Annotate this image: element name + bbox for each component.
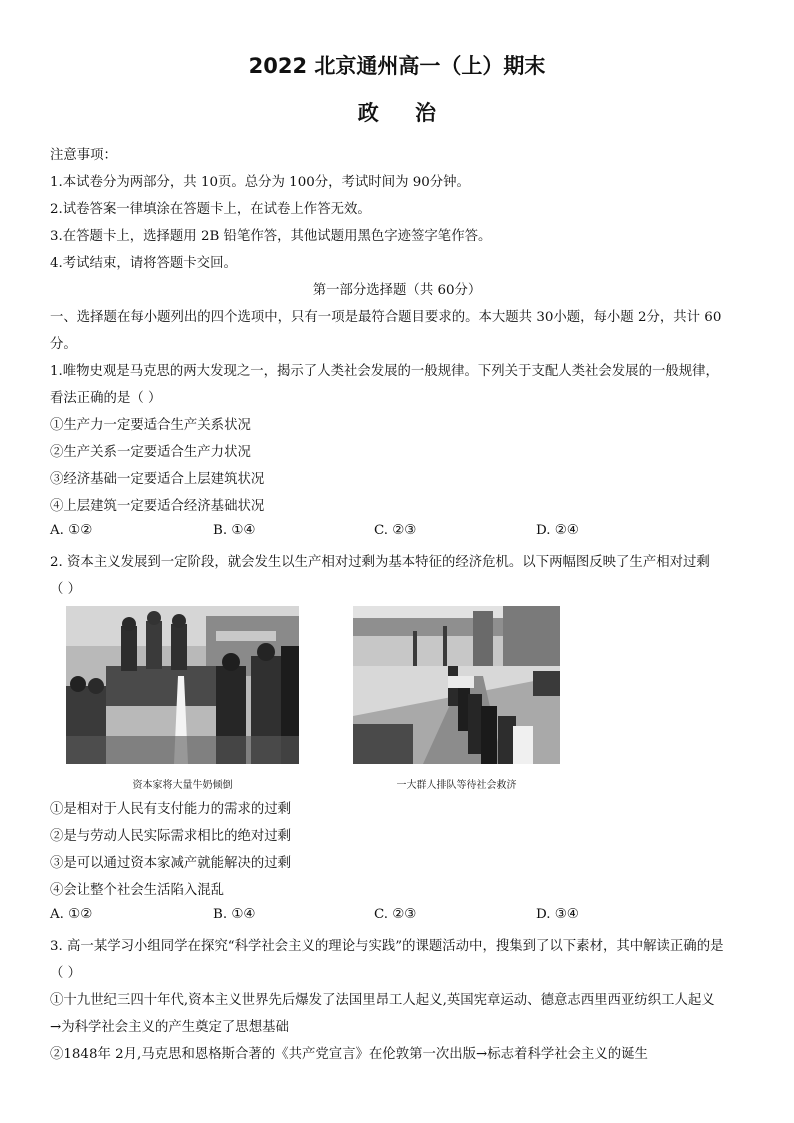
q3-stem-cont: （ ） (50, 966, 82, 981)
q1-option-a[interactable]: A. ①② (50, 523, 93, 538)
q2-option-a[interactable]: A. ①② (50, 907, 93, 922)
note-item: 2.试卷答案一律填涂在答题卡上，在试卷上作答无效。 (50, 202, 371, 217)
q1-statement: ①生产力一定要适合生产关系状况 (50, 418, 251, 433)
q1-statement: ④上层建筑一定要适合经济基础状况 (50, 499, 265, 514)
exam-title: 2022 北京通州高一（上）期末 (248, 54, 546, 78)
note-item: 3.在答题卡上，选择题用 2B 铅笔作答，其他试题用黑色字迹签字笔作答。 (50, 229, 492, 244)
q1-stem-cont: 看法正确的是（ ） (50, 391, 162, 406)
q3-statement: ②1848年 2月,马克思和恩格斯合著的《共产党宣言》在伦敦第一次出版→标志着科学社会主义的诞生 (50, 1047, 648, 1062)
subject-char-1: 政 (357, 101, 379, 125)
q1-option-c[interactable]: C. ②③ (374, 523, 417, 538)
q2-statement: ①是相对于人民有支付能力的需求的过剩 (50, 802, 292, 817)
notes-heading: 注意事项： (50, 148, 117, 163)
milk-dumping-photo (66, 606, 299, 764)
q2-stem-cont: （ ） (50, 582, 82, 597)
q2-option-d[interactable]: D. ③④ (536, 907, 579, 922)
q2-statement: ④会让整个社会生活陷入混乱 (50, 883, 225, 898)
q1-option-d[interactable]: D. ②④ (536, 523, 579, 538)
q2-statement: ②是与劳动人民实际需求相比的绝对过剩 (50, 829, 292, 844)
q1-statement: ③经济基础一定要适合上层建筑状况 (50, 472, 265, 487)
q2-option-b[interactable]: B. ①④ (213, 907, 256, 922)
part1-title: 第一部分选择题（共 60分） (312, 283, 482, 298)
note-item: 4.考试结束，请将答题卡交回。 (50, 256, 237, 271)
subject-char-2: 治 (415, 101, 437, 125)
q1-statement: ②生产关系一定要适合生产力状况 (50, 445, 251, 460)
q1-stem: 1.唯物史观是马克思的两大发现之一，揭示了人类社会发展的一般规律。下列关于支配人类社会发展的一般规律， (50, 364, 719, 379)
subject-title (0, 97, 794, 127)
q3-statement: ①十九世纪三四十年代,资本主义世界先后爆发了法国里昂工人起义,英国宪章运动、德意志西里西亚纺织工人起义 (50, 993, 715, 1008)
part1-instructions-cont: 分。 (50, 337, 77, 352)
figure-caption-1: 资本家将大量牛奶倾倒 (132, 780, 233, 791)
q3-stem: 3. 高一某学习小组同学在探究“科学社会主义的理论与实践”的课题活动中，搜集到了以下素材，其中解读正确的是 (50, 939, 724, 954)
q2-option-c[interactable]: C. ②③ (374, 907, 417, 922)
figure-caption-2: 一大群人排队等待社会救济 (396, 780, 517, 791)
q3-statement-cont: →为科学社会主义的产生奠定了思想基础 (50, 1020, 289, 1035)
part1-instructions: 一、选择题在每小题列出的四个选项中，只有一项是最符合题目要求的。本大题共 30小题，每小题 2分，共计 60 (50, 310, 722, 325)
relief-queue-photo (353, 606, 560, 764)
q1-option-b[interactable]: B. ①④ (213, 523, 256, 538)
note-item: 1.本试卷分为两部分，共 10页。总分为 100分，考试时间为 90分钟。 (50, 175, 470, 190)
q2-stem: 2. 资本主义发展到一定阶段，就会发生以生产相对过剩为基本特征的经济危机。以下两幅图反映了生产相对过剩 (50, 555, 710, 570)
q2-statement: ③是可以通过资本家减产就能解决的过剩 (50, 856, 292, 871)
